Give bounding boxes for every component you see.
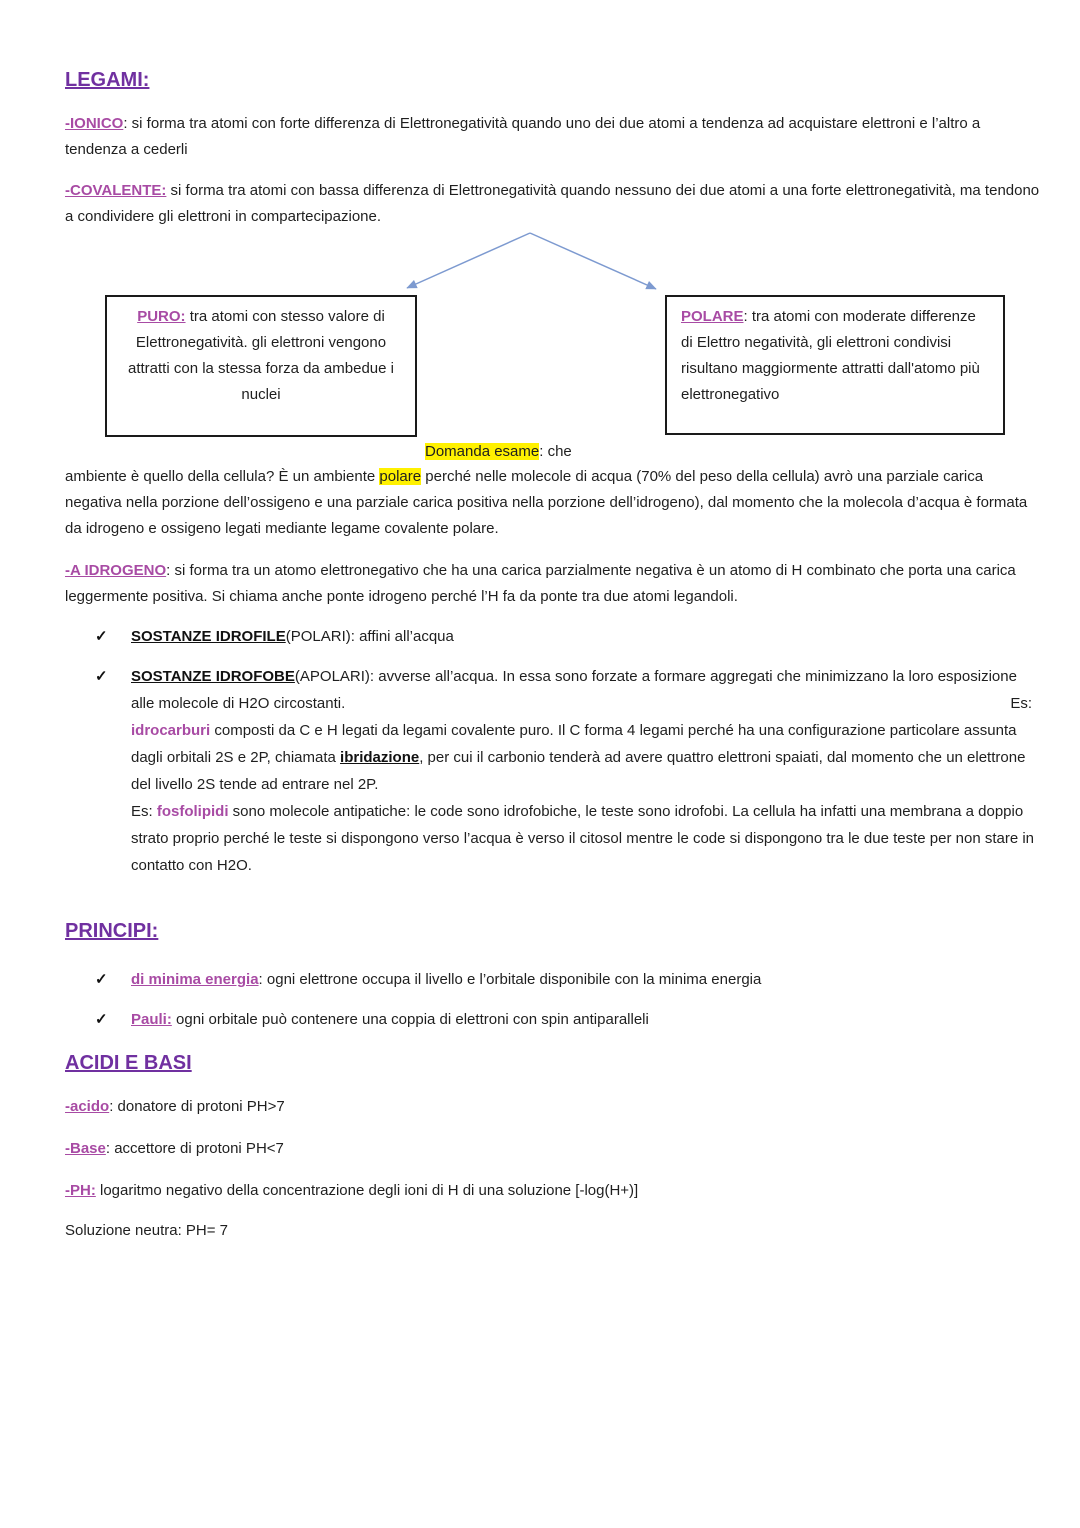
pauli-rest: ogni orbitale può contenere una coppia di elettroni con spin antiparalleli	[171, 1011, 649, 1028]
bullet-minima-energia	[65, 966, 1040, 993]
section-title-acidi-basi: ACIDI E BASI	[65, 1052, 192, 1074]
paragraph-ionico	[65, 111, 1040, 163]
bullet-idrofile	[65, 623, 1040, 650]
fosfolipidi-text: sono molecole antipatiche: le code sono idrofobiche, le teste sono idrofobi. La cellula ha infatti una membrana a doppio strato proprio perché le teste si dispongono verso l’acqua è verso il citosol mentre le code si dispongono tra le due teste per non stare in contatto con H2O.	[131, 803, 1035, 874]
arrow-left	[407, 233, 530, 288]
term-ionico: -IONICO	[65, 115, 124, 132]
idrofobe-chunk-fosfolipidi	[131, 798, 1040, 879]
term-ibridazione: ibridazione	[340, 749, 420, 766]
puro-box-text: tra atomi con stesso valore di Elettronegatività. gli elettroni vengono attratti con la stessa forza da ambedue i nuclei	[128, 308, 394, 403]
paragraph-idrogeno-text: : si forma tra un atomo elettronegativo che ha una carica parzialmente negativa è un atomo di H combinato che porta una carica leggermente positiva. Si chiama anche ponte idrogeno perché l’H fa da ponte tra due atomi legandoli.	[65, 562, 1016, 605]
term-ph: -PH:	[65, 1182, 96, 1199]
branch-arrows-icon	[395, 230, 665, 296]
polare-box	[665, 295, 1005, 435]
paragraph-covalente-text: si forma tra atomi con bassa differenza di Elettronegatività quando nessuno dei due atomi a una forte elettronegatività, ma tendono a condividere gli elettroni in compartecipazione.	[65, 182, 1040, 225]
section-title-legami: LEGAMI:	[65, 69, 150, 91]
minima-rest: : ogni elettrone occupa il livello e l’orbitale disponibile con la minima energia	[258, 971, 762, 988]
term-sostanze-idrofile: SOSTANZE IDROFILE	[131, 628, 286, 645]
bullet-idrofobe-text	[131, 663, 1040, 879]
checkmark-icon: ✓	[95, 1011, 108, 1028]
term-minima-energia: di minima energia	[131, 971, 259, 988]
paragraph-idrogeno	[65, 558, 1040, 610]
idrofobe-intro-text: (APOLARI): avverse all’acqua. In essa sono forzate a formare aggregati che minimizzano la loro esposizione alle molecole di H2O circostanti.	[131, 668, 1017, 712]
domanda-esame-rest: : che	[539, 443, 572, 460]
idrocarburi-text-a: composti da C e H legati da legami covalente puro. Il C forma 4 legami perché ha una configurazione particolare assunta dagli orbitali 2S e 2P, chiamata	[131, 722, 1017, 766]
domanda-esame-highlight: Domanda esame	[425, 443, 540, 460]
idrocarburi-text-b: , per cui il carbonio tenderà ad avere quattro elettroni spaiati, dal momento che un elettrone del livello 2S tende ad entrare nel 2P.	[131, 749, 1026, 793]
paragraph-domanda	[65, 464, 1040, 542]
term-idrogeno: -A IDROGENO	[65, 562, 167, 579]
acido-text: : donatore di protoni PH>7	[109, 1098, 285, 1115]
section-title-principi: PRINCIPI:	[65, 920, 159, 942]
checkmark-icon: ✓	[95, 628, 108, 645]
bullet-idrofile-rest: (POLARI): affini all’acqua	[285, 628, 454, 645]
term-polare: POLARE	[681, 308, 744, 325]
base-text: : accettore di protoni PH<7	[105, 1140, 284, 1157]
term-covalente: -COVALENTE:	[65, 182, 167, 199]
ph-text: logaritmo negativo della concentrazione degli ioni di H di una soluzione [-log(H+)]	[95, 1182, 639, 1199]
term-fosfolipidi: fosfolipidi	[156, 803, 229, 820]
checkmark-icon: ✓	[95, 668, 108, 685]
arrow-right	[530, 233, 656, 289]
term-puro: PURO:	[137, 308, 186, 325]
bullet-idrofile-text	[131, 623, 1040, 650]
bullet-pauli	[65, 1006, 1040, 1033]
idrofobe-chunk-idrocarburi	[131, 717, 1040, 798]
term-base: -Base	[65, 1140, 106, 1157]
es-label: Es:	[1010, 695, 1032, 712]
neutral-solution-line: Soluzione neutra: PH= 7	[65, 1222, 229, 1239]
puro-box	[105, 295, 417, 437]
polare-highlight: polare	[379, 468, 422, 485]
paragraph-domanda-part1: ambiente è quello della cellula? È un ambiente	[65, 468, 380, 485]
checkmark-icon: ✓	[95, 971, 108, 988]
covalent-bond-diagram	[65, 230, 1040, 440]
bullet-minima-text	[131, 966, 1040, 993]
paragraph-domanda-part2: perché nelle molecole di acqua (70% del peso della cellula) avrò una parziale carica negativa nella porzione dell’ossigeno e una parziale carica positiva nella porzione dell’idrogeno), dal momento che la molecola d’acqua è formata da idrogeno e ossigeno legati mediante legame covalente polare.	[65, 468, 1028, 537]
definition-base	[65, 1137, 1040, 1161]
paragraph-covalente	[65, 178, 1040, 230]
paragraph-ionico-text: : si forma tra atomi con forte differenza di Elettronegatività quando uno dei due atomi a tendenza ad acquistare elettroni e l’altro a tendenza a cederli	[65, 115, 981, 158]
term-acido: -acido	[65, 1098, 110, 1115]
idrofobe-chunk-intro	[131, 663, 1040, 717]
definition-ph	[65, 1179, 1040, 1203]
domanda-esame-line	[425, 440, 1040, 464]
definition-acido	[65, 1095, 1040, 1119]
es2-label: Es:	[131, 803, 157, 820]
polare-box-text: : tra atomi con moderate differenze di Elettro negatività, gli elettroni condivisi risultano maggiormente attratti dall'atomo più elettronegativo	[681, 308, 980, 403]
term-idrocarburi: idrocarburi	[131, 722, 211, 739]
term-sostanze-idrofobe: SOSTANZE IDROFOBE	[131, 668, 295, 685]
bullet-idrofobe	[65, 663, 1040, 879]
bullet-pauli-text	[131, 1006, 1040, 1033]
term-pauli: Pauli:	[131, 1011, 172, 1028]
